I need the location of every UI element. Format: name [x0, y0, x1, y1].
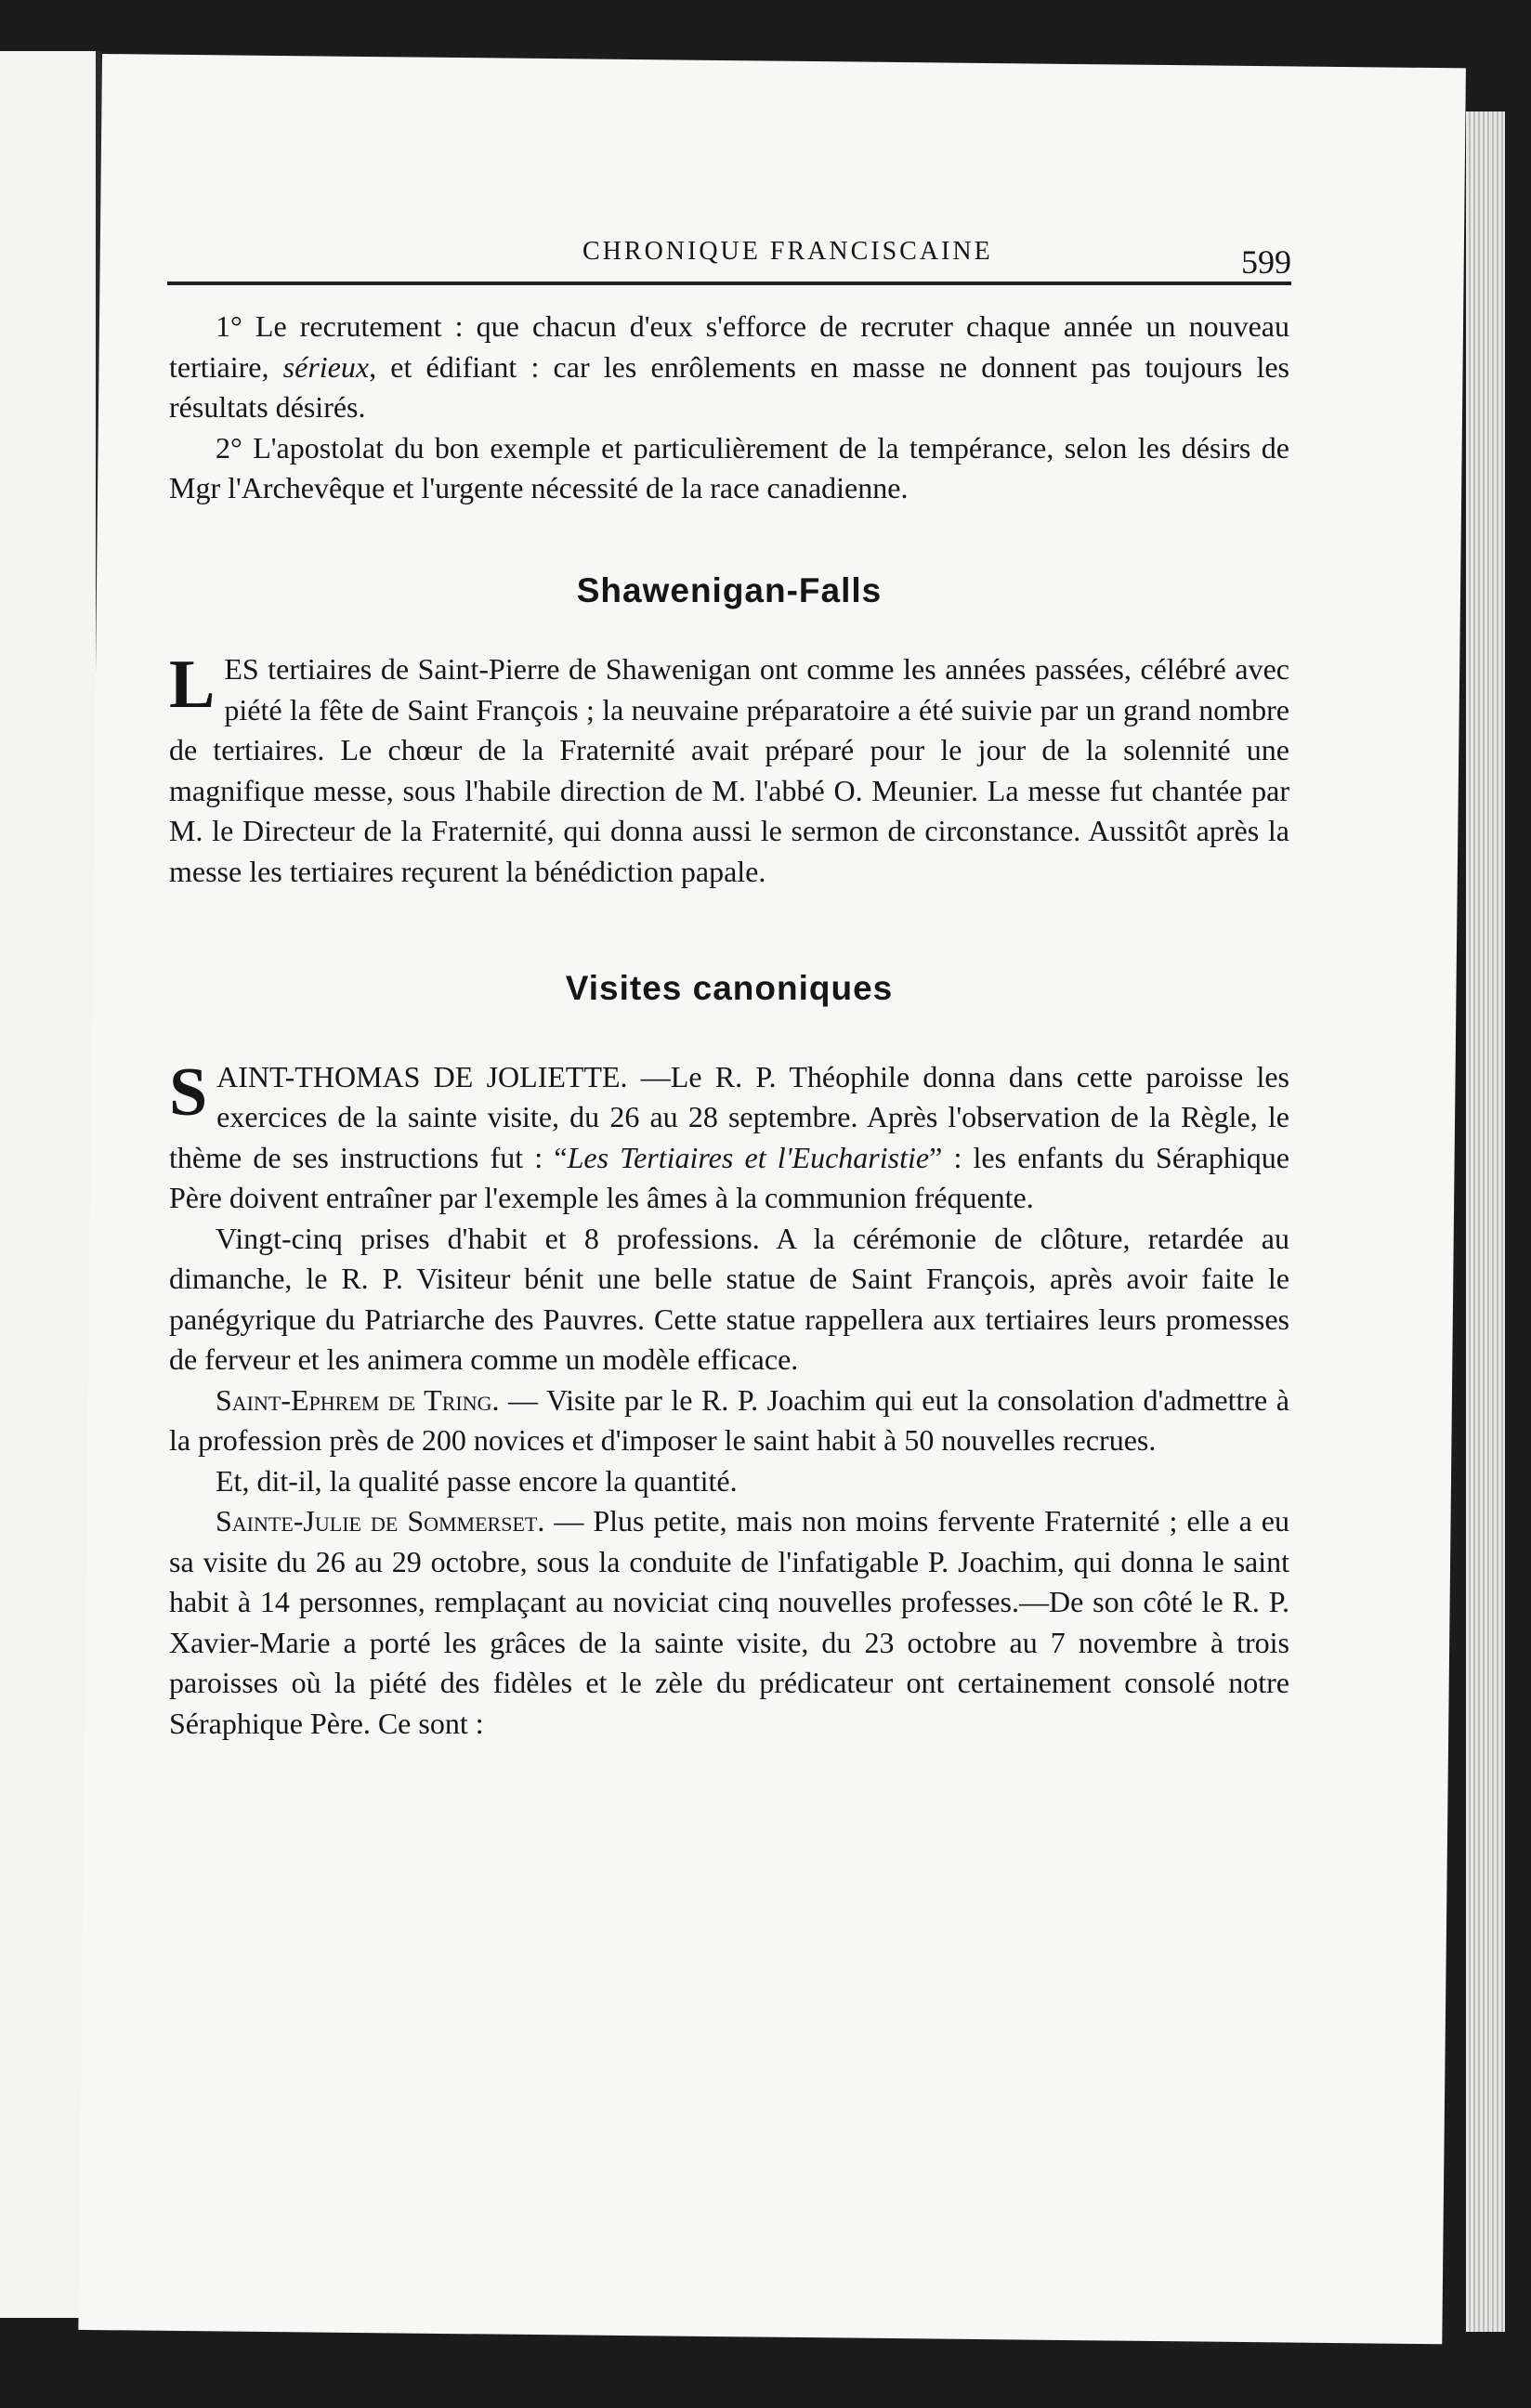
place-tring: Saint-Ephrem de Tring.	[216, 1382, 500, 1417]
page-text	[169, 307, 1289, 1744]
visit-paragraph-tring	[169, 1381, 1289, 1461]
list-item-1-text: 1° Le recrutement : que chacun d'eux s'efforce de recruter chaque année un nouveau tertiaire,	[169, 309, 1289, 384]
joliette-theme: Les Tertiaires et l'Eucharistie	[567, 1140, 930, 1174]
lead-in: ES	[224, 652, 259, 686]
list-item-1	[169, 307, 1289, 428]
shawenigan-paragraph	[169, 649, 1289, 892]
visit-paragraph-joliette	[169, 1054, 1290, 1219]
place-sommerset: Sainte-Julie de Sommerset.	[216, 1504, 545, 1538]
visit-paragraph-quality: Et, dit-il, la qualité passe encore la quantité.	[216, 1463, 738, 1498]
page-stack-edge	[1466, 111, 1505, 2332]
list-item-2: 2° L'apostolat du bon exemple et particulièrement de la tempérance, selon les désirs de Mgr l'Archevêque et l'urgente nécessité de la race canadienne.	[169, 430, 1289, 504]
shawenigan-body: tertiaires de Saint-Pierre de Shawenigan ont comme les années passées, célébré avec piété la fête de Saint François ; la neuvaine préparatoire a été suivie par un grand nombre de tertiaires. Le chœur de la Fraternité avait préparé pour le jour de la solennité une magnifique messe, sous l'habile direction de M. l'abbé O. Meunier. La messe fut chantée par M. le Directeur de la Fraternité, qui donna aussi le sermon de circonstance. Aussitôt après la messe les tertiaires reçurent la bénédiction papale.	[169, 652, 1289, 888]
sommerset-text: — Plus petite, mais non moins fervente Fraternité ; elle a eu sa visite du 26 au 29 octobre, sous la conduite de l'infatigable P. Joachim, qui donna le saint habit à 14 personnes, remplaçant au noviciat cinq nouvelles professes.—De son côté le R. P. Xavier-Marie a porté les grâces de la sainte visite, du 23 octobre au 7 novembre à trois paroisses où la piété des fidèles et le zèle du prédicateur ont certainement consolé notre Séraphique Père. Ce sont :	[169, 1504, 1290, 1740]
list-item-1-end: , et édifiant : car les enrôlements en masse ne donnent pas toujours les résultats désirés.	[169, 349, 1290, 424]
section-heading-visites: Visites canoniques	[565, 969, 894, 1007]
list-item-1-emphasis: sérieux	[282, 349, 370, 384]
page-number: 599	[1241, 243, 1291, 281]
running-head	[167, 226, 1291, 285]
section-heading-shawenigan: Shawenigan-Falls	[576, 570, 883, 609]
tring-text: — Visite par le R. P. Joachim qui eut la consolation d'admettre à la profession près de 200 novices et d'imposer le saint habit à 50 nouvelles recrues.	[169, 1382, 1289, 1457]
joliette-text-end: ” : les enfants du Séraphique Père doivent entraîner par l'exemple les âmes à la communion fréquente.	[169, 1140, 1290, 1214]
drop-cap-l: L	[169, 647, 216, 723]
joliette-text: —Le R. P. Théophile donna dans cette paroisse les exercices de la sainte visite, du 26 au 28 septembre. Après l'observation de la Règle, le thème de ses instructions fut : “	[169, 1059, 1290, 1174]
place-joliette: AINT-THOMAS DE JOLIETTE.	[216, 1059, 628, 1093]
visit-paragraph-ceremony: Vingt-cinq prises d'habit et 8 professions. A la cérémonie de clôture, retardée au dimanche, le R. P. Visiteur bénit une belle statue de Saint François, après avoir faite le panégyrique du Patriarche des Pauvres. Cette statue rappellera aux tertiaires leurs promesses de ferveur et les animera comme un modèle efficace.	[169, 1221, 1289, 1376]
visit-paragraph-sommerset	[169, 1501, 1289, 1744]
drop-cap-s: S	[169, 1054, 208, 1131]
running-title: CHRONIQUE FRANCISCAINE	[582, 237, 993, 266]
